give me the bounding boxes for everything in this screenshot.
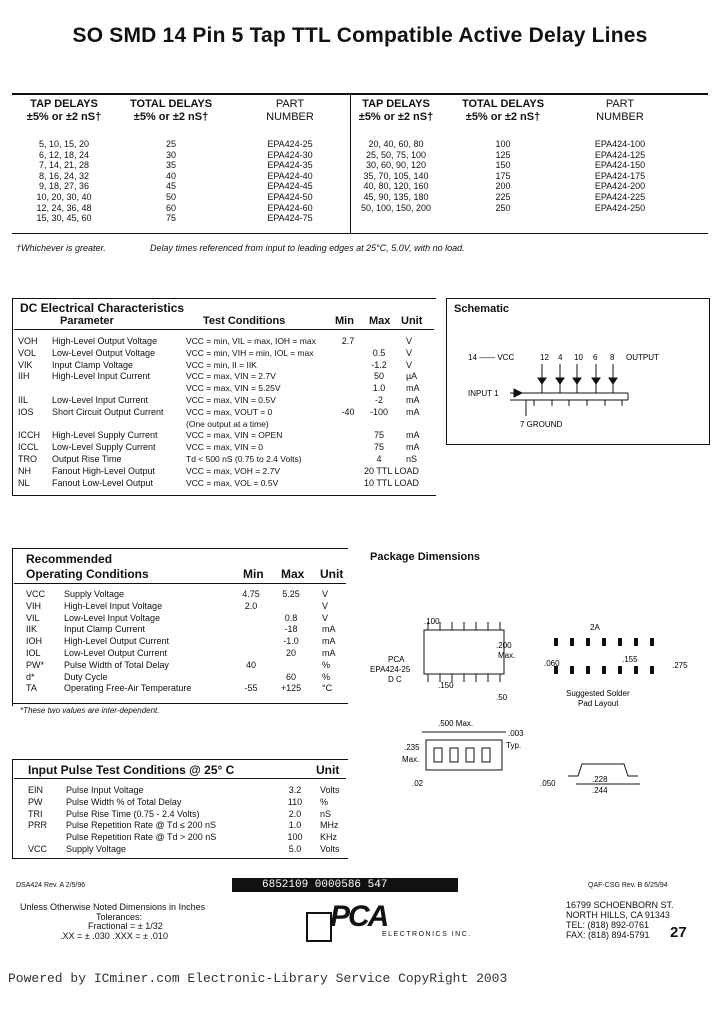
rec-symbol: IIK bbox=[26, 624, 38, 635]
dc-max: 75 bbox=[373, 430, 384, 441]
logo-subtitle: ELECTRONICS INC. bbox=[382, 931, 472, 938]
dim-150: .150 bbox=[438, 681, 454, 690]
dc-parameter: Short Circuit Output Current bbox=[52, 406, 164, 417]
dc-test-condition: VCC = max, VIN = 0 bbox=[186, 442, 263, 453]
dim-200: .200 bbox=[496, 641, 512, 650]
dc-unit-header: Unit bbox=[401, 315, 423, 327]
rec-symbol: d* bbox=[26, 671, 35, 682]
rec-min: 2.0 bbox=[244, 600, 258, 611]
schematic-output-label: OUTPUT bbox=[626, 353, 659, 362]
dc-parameter: High-Level Output Voltage bbox=[52, 336, 158, 346]
dim-050: .050 bbox=[540, 779, 556, 788]
pulse-bottom-rule bbox=[12, 858, 348, 859]
dim-244: .244 bbox=[592, 786, 608, 795]
rec-title-1: Recommended bbox=[26, 552, 113, 566]
package-dc-label: D C bbox=[388, 675, 402, 684]
dc-min: 2.7 bbox=[341, 336, 355, 346]
dc-parameter: Low-Level Output Voltage bbox=[52, 347, 156, 358]
dc-test-condition: VCC = max, VIN = 0.5V bbox=[186, 395, 276, 405]
dc-test-condition: (One output at a time) bbox=[186, 418, 269, 429]
dc-unit: mA bbox=[406, 406, 420, 417]
dc-max: 1.0 bbox=[372, 383, 386, 394]
pulse-unit: MHz bbox=[320, 820, 339, 831]
rec-max: -1.0 bbox=[283, 636, 299, 647]
rec-parameter: Duty Cycle bbox=[64, 671, 108, 682]
page-title: SO SMD 14 Pin 5 Tap TTL Compatible Active Delay Lines bbox=[72, 24, 648, 47]
rec-symbol: VCC bbox=[26, 589, 46, 599]
total-delay-cell: 30 bbox=[165, 149, 176, 160]
doc-number-right: QAF-CSG Rev. B 6/25/94 bbox=[588, 882, 668, 889]
logo-frame bbox=[306, 912, 332, 942]
dc-symbol: NL bbox=[18, 477, 30, 488]
dim-228: .228 bbox=[592, 775, 608, 784]
dc-parameter: Fanout Low-Level Output bbox=[52, 477, 154, 488]
total-delay-cell: 100 bbox=[495, 139, 511, 149]
tap-delay-cell: 7, 14, 21, 28 bbox=[38, 160, 90, 171]
dc-test-condition: VCC = max, VOUT = 0 bbox=[186, 406, 273, 417]
dim-500: .500 Max. bbox=[438, 719, 474, 728]
tap-delay-cell: 35, 70, 105, 140 bbox=[363, 170, 429, 181]
rec-parameter: Low-Level Input Voltage bbox=[64, 612, 161, 623]
number-header-right: NUMBER bbox=[596, 111, 644, 123]
pulse-header-rule bbox=[14, 778, 346, 779]
tap-delay-cell: 40, 80, 120, 160 bbox=[363, 181, 429, 192]
dc-parameter: Output Rise Time bbox=[52, 454, 122, 464]
schematic-diagram bbox=[446, 298, 708, 443]
rec-symbol: VIL bbox=[26, 612, 40, 623]
page-number: 27 bbox=[670, 924, 687, 941]
pulse-title: Input Pulse Test Conditions @ 25° C bbox=[28, 763, 235, 777]
tap-delay-cell: 12, 24, 36, 48 bbox=[36, 202, 92, 213]
part-number-cell: EPA424-225 bbox=[594, 192, 646, 202]
dim-060: .060 bbox=[544, 659, 560, 668]
part-number-cell: EPA424-25 bbox=[267, 139, 313, 149]
rec-parameter: High-Level Input Voltage bbox=[64, 600, 163, 611]
dc-top-rule bbox=[12, 298, 436, 299]
total-delay-cell: 45 bbox=[165, 181, 176, 192]
part-header: PART bbox=[275, 98, 305, 110]
pulse-top-rule bbox=[12, 759, 348, 760]
rec-bottom-rule bbox=[12, 703, 348, 704]
total-delay-cell: 125 bbox=[495, 149, 511, 160]
tap-delay-cell: 20, 40, 60, 80 bbox=[368, 139, 424, 149]
dim-100: .100 bbox=[424, 617, 440, 626]
pulse-unit-header: Unit bbox=[316, 763, 340, 777]
dc-header-rule bbox=[14, 329, 434, 330]
dc-unit: mA bbox=[406, 430, 420, 441]
rec-unit: mA bbox=[322, 636, 336, 647]
rec-max: +125 bbox=[280, 683, 302, 694]
pulse-unit: Volts bbox=[320, 785, 340, 795]
tolerance-line-2: Tolerances: bbox=[96, 912, 143, 922]
dc-max: -2 bbox=[374, 395, 383, 405]
solder-label-1: Suggested Solder bbox=[566, 689, 630, 698]
pulse-symbol: PW bbox=[28, 796, 43, 807]
schematic-input-label: INPUT 1 bbox=[468, 389, 499, 398]
schematic-pin-4: 4 bbox=[558, 353, 563, 362]
tolerance-line-1: Unless Otherwise Noted Dimensions in Inches bbox=[20, 902, 206, 912]
tap-delays-tolerance: ±5% or ±2 nS† bbox=[26, 111, 102, 123]
tap-delay-cell: 30, 60, 90, 120 bbox=[365, 160, 427, 171]
dc-max: 0.5 bbox=[372, 347, 386, 358]
dim-003: .003 bbox=[508, 729, 524, 738]
rec-max: 5.25 bbox=[282, 589, 300, 599]
dc-unit: µA bbox=[406, 371, 418, 382]
number-header: NUMBER bbox=[266, 111, 314, 123]
table-bottom-rule bbox=[12, 233, 708, 234]
pulse-value: 3.2 bbox=[288, 785, 302, 795]
dc-left-rule bbox=[12, 298, 13, 496]
dc-unit: V bbox=[406, 359, 413, 370]
tap-delays-tolerance-right: ±5% or ±2 nS† bbox=[358, 111, 434, 123]
schematic-title: Schematic bbox=[454, 303, 510, 315]
table-top-rule bbox=[12, 93, 708, 95]
dc-parameter: High-Level Input Current bbox=[52, 371, 151, 382]
dc-parameter: High-Level Supply Current bbox=[52, 430, 158, 441]
dc-max: 20 TTL LOAD bbox=[364, 465, 420, 476]
dc-parameter: Fanout High-Level Output bbox=[52, 465, 156, 476]
part-number-cell: EPA424-35 bbox=[267, 160, 313, 171]
dc-test-header: Test Conditions bbox=[203, 315, 286, 327]
part-number-cell: EPA424-150 bbox=[594, 160, 646, 171]
pulse-parameter: Pulse Repetition Rate @ Td > 200 nS bbox=[66, 832, 217, 843]
dc-param-header: Parameter bbox=[60, 315, 114, 327]
part-number-cell: EPA424-50 bbox=[267, 192, 313, 202]
rec-max: 20 bbox=[285, 648, 296, 658]
tap-delays-header: TAP DELAYS bbox=[30, 98, 98, 110]
dc-test-condition: VCC = max, VIN = 5.25V bbox=[186, 383, 281, 394]
barcode-text: 6852109 0000586 547 bbox=[258, 879, 391, 891]
part-number-cell: EPA424-60 bbox=[267, 202, 313, 213]
tap-delay-cell: 8, 16, 24, 32 bbox=[38, 170, 90, 181]
rec-top-rule bbox=[12, 548, 348, 549]
dc-test-condition: VCC = min, VIL = max, IOH = max bbox=[186, 336, 316, 346]
rec-left-rule bbox=[12, 548, 13, 706]
pulse-parameter: Pulse Input Voltage bbox=[66, 785, 144, 795]
tap-delay-cell: 5, 10, 15, 20 bbox=[38, 139, 90, 149]
rec-unit: V bbox=[322, 612, 329, 623]
pulse-value: 100 bbox=[287, 832, 303, 843]
dc-unit: V bbox=[406, 347, 413, 358]
rec-title-2: Operating Conditions bbox=[26, 567, 149, 581]
dim-200-max: Max. bbox=[498, 651, 516, 660]
schematic-pin-6: 6 bbox=[593, 353, 598, 362]
rec-symbol: IOL bbox=[26, 648, 41, 658]
part-number-cell: EPA424-45 bbox=[267, 181, 313, 192]
telephone: TEL: (818) 892-0761 bbox=[566, 920, 650, 930]
dc-parameter: Input Clamp Voltage bbox=[52, 359, 134, 370]
part-number-cell: EPA424-40 bbox=[267, 170, 313, 181]
schematic-pin-10: 10 bbox=[574, 353, 583, 362]
dc-max: -100 bbox=[369, 406, 388, 417]
powered-by-line: Powered by ICminer.com Electronic-Library Service CopyRight 2003 bbox=[8, 971, 508, 986]
rec-unit: mA bbox=[322, 648, 336, 658]
schematic-pin-8: 8 bbox=[610, 353, 615, 362]
tap-delay-cell: 6, 12, 18, 24 bbox=[38, 149, 90, 160]
tap-delay-cell: 15, 30, 45, 60 bbox=[36, 213, 92, 224]
pulse-unit: Volts bbox=[320, 844, 340, 854]
total-delays-tolerance-right: ±5% or ±2 nS† bbox=[465, 111, 541, 123]
part-number-cell: EPA424-175 bbox=[594, 170, 646, 181]
total-delay-cell: 225 bbox=[495, 192, 511, 202]
part-number-cell: EPA424-75 bbox=[267, 213, 313, 224]
rec-max: -18 bbox=[284, 624, 298, 635]
total-delay-cell: 60 bbox=[165, 202, 176, 213]
pulse-value: 5.0 bbox=[288, 844, 302, 854]
rec-symbol: PW* bbox=[26, 659, 44, 670]
rec-unit: °C bbox=[322, 683, 333, 694]
schematic-ground-label: 7 GROUND bbox=[520, 420, 563, 429]
dc-symbol: VOH bbox=[18, 336, 38, 346]
total-delay-cell: 150 bbox=[495, 160, 511, 171]
total-delay-cell: 25 bbox=[165, 139, 176, 149]
solder-pads bbox=[554, 638, 654, 674]
schematic-pin-12: 12 bbox=[540, 353, 549, 362]
total-delay-cell: 35 bbox=[165, 160, 176, 171]
rec-min: -55 bbox=[244, 683, 258, 694]
dim-235-max: Max. bbox=[402, 755, 420, 764]
dc-max: -1.2 bbox=[371, 359, 387, 370]
dc-unit: V bbox=[406, 336, 413, 346]
dc-unit: mA bbox=[406, 395, 420, 405]
dc-symbol: TRO bbox=[18, 454, 37, 464]
dc-parameter: Low-Level Supply Current bbox=[52, 442, 156, 453]
pulse-symbol: EIN bbox=[28, 785, 44, 795]
rec-unit: % bbox=[322, 671, 331, 682]
rec-note: *These two values are inter-dependent. bbox=[20, 706, 160, 715]
dim-275: .275 bbox=[672, 661, 688, 670]
dc-max-header: Max bbox=[369, 315, 391, 327]
fax: FAX: (818) 894-5791 bbox=[566, 930, 650, 940]
rec-header-rule bbox=[14, 583, 346, 584]
package-diagram bbox=[356, 600, 708, 800]
dc-min-header: Min bbox=[335, 315, 354, 327]
dc-test-condition: VCC = min, II = IIK bbox=[186, 359, 257, 370]
dc-test-condition: VCC = min, VIH = min, IOL = max bbox=[186, 347, 314, 358]
schematic-lines bbox=[510, 364, 628, 416]
dc-test-condition: VCC = max, VIN = 2.7V bbox=[186, 371, 276, 382]
dc-unit: mA bbox=[406, 442, 420, 453]
footnote-whichever: †Whichever is greater. bbox=[16, 243, 106, 253]
tap-delay-cell: 9, 18, 27, 36 bbox=[38, 181, 90, 192]
dim-typ: Typ. bbox=[506, 741, 522, 750]
part-number-cell: EPA424-125 bbox=[594, 149, 646, 160]
tap-delays-header-right: TAP DELAYS bbox=[362, 98, 430, 110]
part-header-right: PART bbox=[605, 98, 635, 110]
pulse-left-rule bbox=[12, 759, 13, 859]
dc-max: 75 bbox=[373, 442, 384, 453]
rec-max-header: Max bbox=[281, 567, 305, 581]
rec-min: 40 bbox=[245, 659, 256, 670]
dim-50: .50 bbox=[496, 693, 508, 702]
rec-symbol: VIH bbox=[26, 600, 42, 611]
total-delays-header: TOTAL DELAYS bbox=[129, 98, 213, 110]
package-title: Package Dimensions bbox=[370, 551, 481, 563]
dc-unit: mA bbox=[406, 383, 420, 394]
pulse-value: 110 bbox=[287, 796, 303, 807]
tap-delay-cell: 10, 20, 30, 40 bbox=[36, 192, 92, 202]
dc-symbol: VOL bbox=[18, 347, 37, 358]
tap-delay-cell: 50, 100, 150, 200 bbox=[360, 202, 432, 213]
rec-parameter: Pulse Width of Total Delay bbox=[64, 659, 169, 670]
total-delay-cell: 175 bbox=[495, 170, 511, 181]
tolerance-line-3: Fractional = ± 1/32 bbox=[88, 921, 163, 931]
dim-02: .02 bbox=[412, 779, 424, 788]
dc-symbol: NH bbox=[18, 465, 31, 476]
pulse-parameter: Supply Voltage bbox=[66, 844, 127, 854]
pulse-value: 1.0 bbox=[288, 820, 302, 831]
total-delays-header-right: TOTAL DELAYS bbox=[461, 98, 545, 110]
rec-symbol: IOH bbox=[26, 636, 43, 647]
rec-parameter: High-Level Output Current bbox=[64, 636, 170, 647]
rec-parameter: Operating Free-Air Temperature bbox=[64, 683, 192, 694]
part-number-cell: EPA424-30 bbox=[267, 149, 313, 160]
part-number-cell: EPA424-100 bbox=[594, 139, 646, 149]
dc-test-condition: VCC = max, VIN = OPEN bbox=[186, 430, 283, 441]
part-number-cell: EPA424-200 bbox=[594, 181, 646, 192]
dc-test-condition: VCC = max, VOL = 0.5V bbox=[186, 477, 279, 488]
rec-unit: V bbox=[322, 600, 329, 611]
dc-title: DC Electrical Characteristics bbox=[20, 301, 185, 315]
dc-max: 50 bbox=[373, 371, 384, 382]
pulse-parameter: Pulse Rise Time (0.75 - 2.4 Volts) bbox=[66, 808, 200, 819]
dc-symbol: ICCL bbox=[18, 442, 39, 453]
rec-parameter: Input Clamp Current bbox=[64, 624, 146, 635]
pulse-unit: nS bbox=[320, 808, 332, 819]
rec-parameter: Supply Voltage bbox=[64, 589, 125, 599]
address-line-2: NORTH HILLS, CA 91343 bbox=[566, 910, 670, 920]
dim-155: .155 bbox=[622, 655, 638, 664]
dc-test-condition: Td < 500 nS (0.75 to 2.4 Volts) bbox=[186, 454, 302, 464]
rec-parameter: Low-Level Output Current bbox=[64, 648, 168, 658]
dc-max: 4 bbox=[376, 454, 382, 464]
total-delay-cell: 250 bbox=[495, 202, 511, 213]
dc-symbol: IOS bbox=[18, 406, 34, 417]
pulse-parameter: Pulse Repetition Rate @ Td ≤ 200 nS bbox=[66, 820, 216, 831]
pulse-symbol: PRR bbox=[28, 820, 48, 831]
schematic-vcc-label: 14 —— VCC bbox=[468, 353, 515, 362]
dc-max: 10 TTL LOAD bbox=[364, 477, 420, 488]
pulse-unit: KHz bbox=[320, 832, 338, 843]
package-pca-label: PCA bbox=[388, 655, 405, 664]
dc-symbol: IIH bbox=[18, 371, 30, 382]
dc-min: -40 bbox=[341, 406, 355, 417]
total-delay-cell: 200 bbox=[495, 181, 511, 192]
doc-number-left: DSA424 Rev. A 2/5/96 bbox=[16, 882, 86, 889]
rec-symbol: TA bbox=[26, 683, 37, 694]
pca-logo: PCA bbox=[330, 900, 388, 933]
package-part-label: EPA424-25 bbox=[370, 665, 411, 674]
dc-symbol: VIK bbox=[18, 359, 33, 370]
tolerance-line-4: .XX = ± .030 .XXX = ± .010 bbox=[60, 931, 168, 941]
rec-unit: % bbox=[322, 659, 331, 670]
pulse-symbol: VCC bbox=[28, 844, 48, 854]
dc-test-condition: VCC = max, VOH = 2.7V bbox=[186, 465, 281, 476]
total-delay-cell: 75 bbox=[165, 213, 176, 224]
total-delay-cell: 40 bbox=[165, 170, 176, 181]
pulse-symbol: TRI bbox=[28, 808, 43, 819]
rec-min-header: Min bbox=[243, 567, 264, 581]
rec-unit-header: Unit bbox=[320, 567, 344, 581]
rec-unit: mA bbox=[322, 624, 336, 635]
footnote-delay-reference: Delay times referenced from input to leading edges at 25°C, 5.0V, with no load. bbox=[150, 243, 465, 253]
tap-delay-cell: 25, 50, 75, 100 bbox=[365, 149, 427, 160]
dc-unit: nS bbox=[406, 454, 418, 464]
solder-label-2: Pad Layout bbox=[578, 699, 619, 708]
pulse-unit: % bbox=[320, 796, 329, 807]
part-number-cell: EPA424-250 bbox=[594, 202, 646, 213]
rec-max: 60 bbox=[285, 671, 296, 682]
rec-max: 0.8 bbox=[284, 612, 298, 623]
address-line-1: 16799 SCHOENBORN ST. bbox=[566, 900, 674, 910]
dc-symbol: IIL bbox=[18, 395, 29, 405]
total-delay-cell: 50 bbox=[165, 192, 176, 202]
total-delays-tolerance: ±5% or ±2 nS† bbox=[133, 111, 209, 123]
rec-unit: V bbox=[322, 589, 329, 599]
dim-2a: 2A bbox=[590, 623, 600, 632]
dim-235: .235 bbox=[404, 743, 420, 752]
pulse-parameter: Pulse Width % of Total Delay bbox=[66, 796, 182, 807]
dc-symbol: ICCH bbox=[18, 430, 40, 441]
dc-bottom-rule bbox=[12, 495, 436, 496]
dc-parameter: Low-Level Input Current bbox=[52, 395, 149, 405]
pulse-value: 2.0 bbox=[288, 808, 302, 819]
table-divider bbox=[350, 94, 351, 233]
rec-min: 4.75 bbox=[242, 589, 260, 599]
tap-delay-cell: 45, 90, 135, 180 bbox=[363, 192, 429, 202]
